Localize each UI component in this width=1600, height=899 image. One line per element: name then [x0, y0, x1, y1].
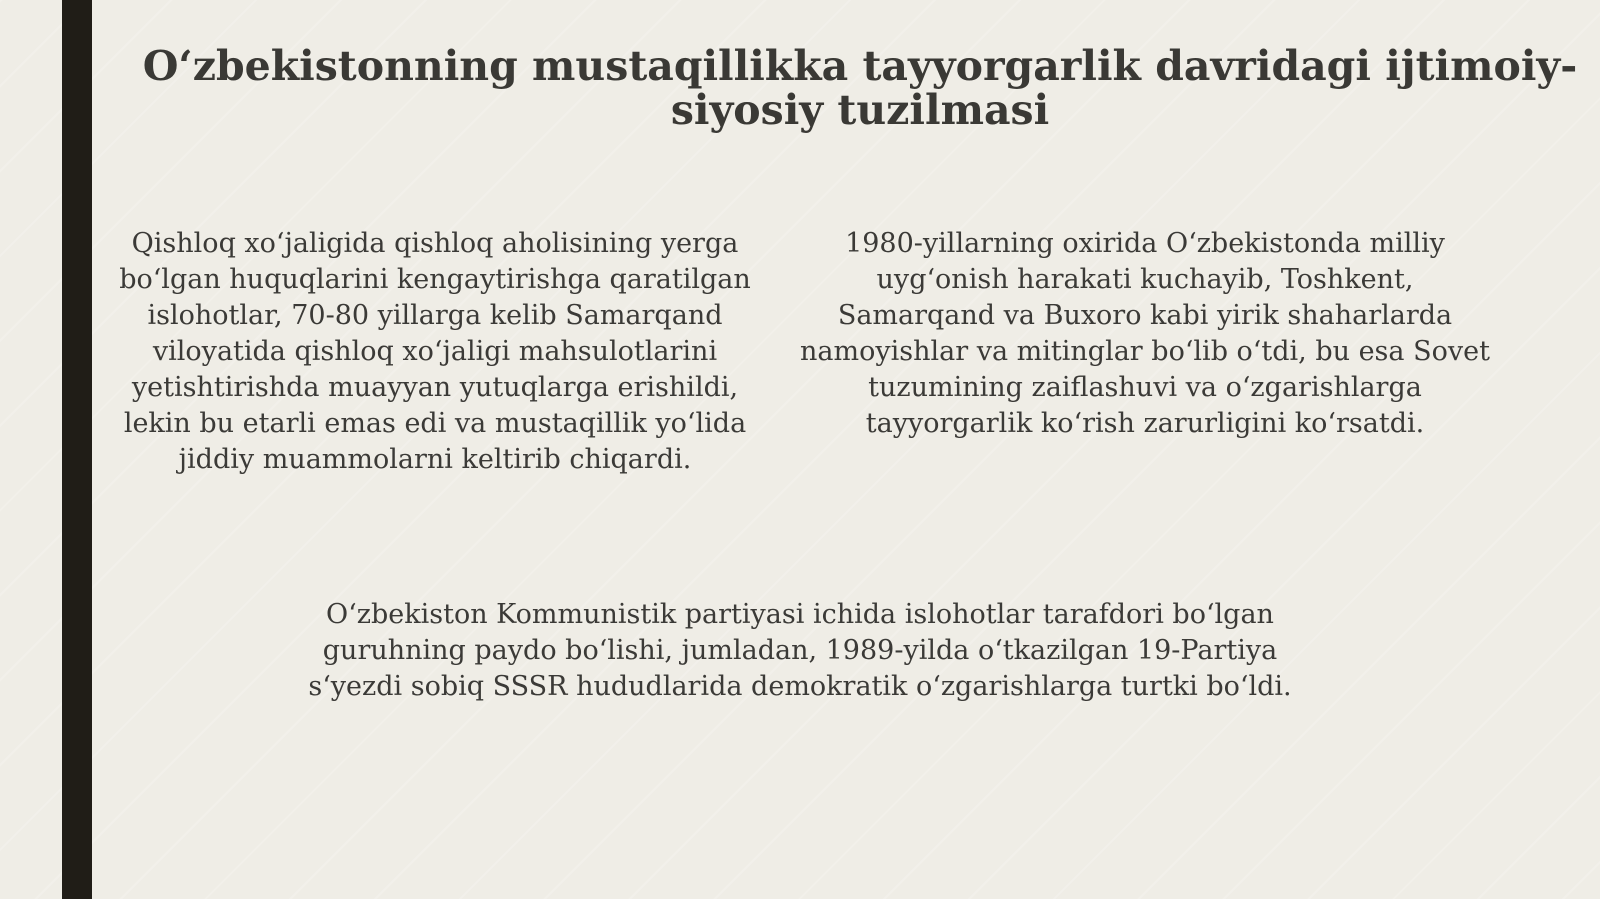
slide-title: O‘zbekistonning mustaqillikka tayyorgarlik davridagi ijtimoiy-siyosiy tuzilmasi	[142, 42, 1578, 134]
left-text-block: Qishloq xo‘jaligida qishloq aholisining yerga bo‘lgan huquqlarini kengaytirishga qaratilgan islohotlar, 70-80 yillarga kelib Samarqand viloyatida qishloq xo‘jaligi mahsulotlarini yetishtirishda muayyan yutuqlarga erishildi, lekin bu etarli emas edi va mustaqillik yo‘lida jiddiy muammolarni keltirib chiqardi.	[119, 228, 751, 475]
right-text-block: 1980-yillarning oxirida O‘zbekistonda milliy uyg‘onish harakati kuchayib, Toshkent, Samarqand va Buxoro kabi yirik shaharlarda namoyishlar va mitinglar bo‘lib o‘tdi, bu esa Sovet tuzumining zaiflashuvi va o‘zgarishlarga tayyorgarlik ko‘rish zarurligini ko‘rsatdi.	[800, 228, 1490, 439]
accent-bar	[62, 0, 92, 899]
bottom-text-block: O‘zbekiston Kommunistik partiyasi ichida islohotlar tarafdori bo‘lgan guruhning paydo bo‘lishi, jumladan, 1989-yilda o‘tkazilgan 19-Partiya s‘yezdi sobiq SSSR hududlarida demokratik o‘zgarishlarga turtki bo‘ldi.	[308, 599, 1292, 702]
